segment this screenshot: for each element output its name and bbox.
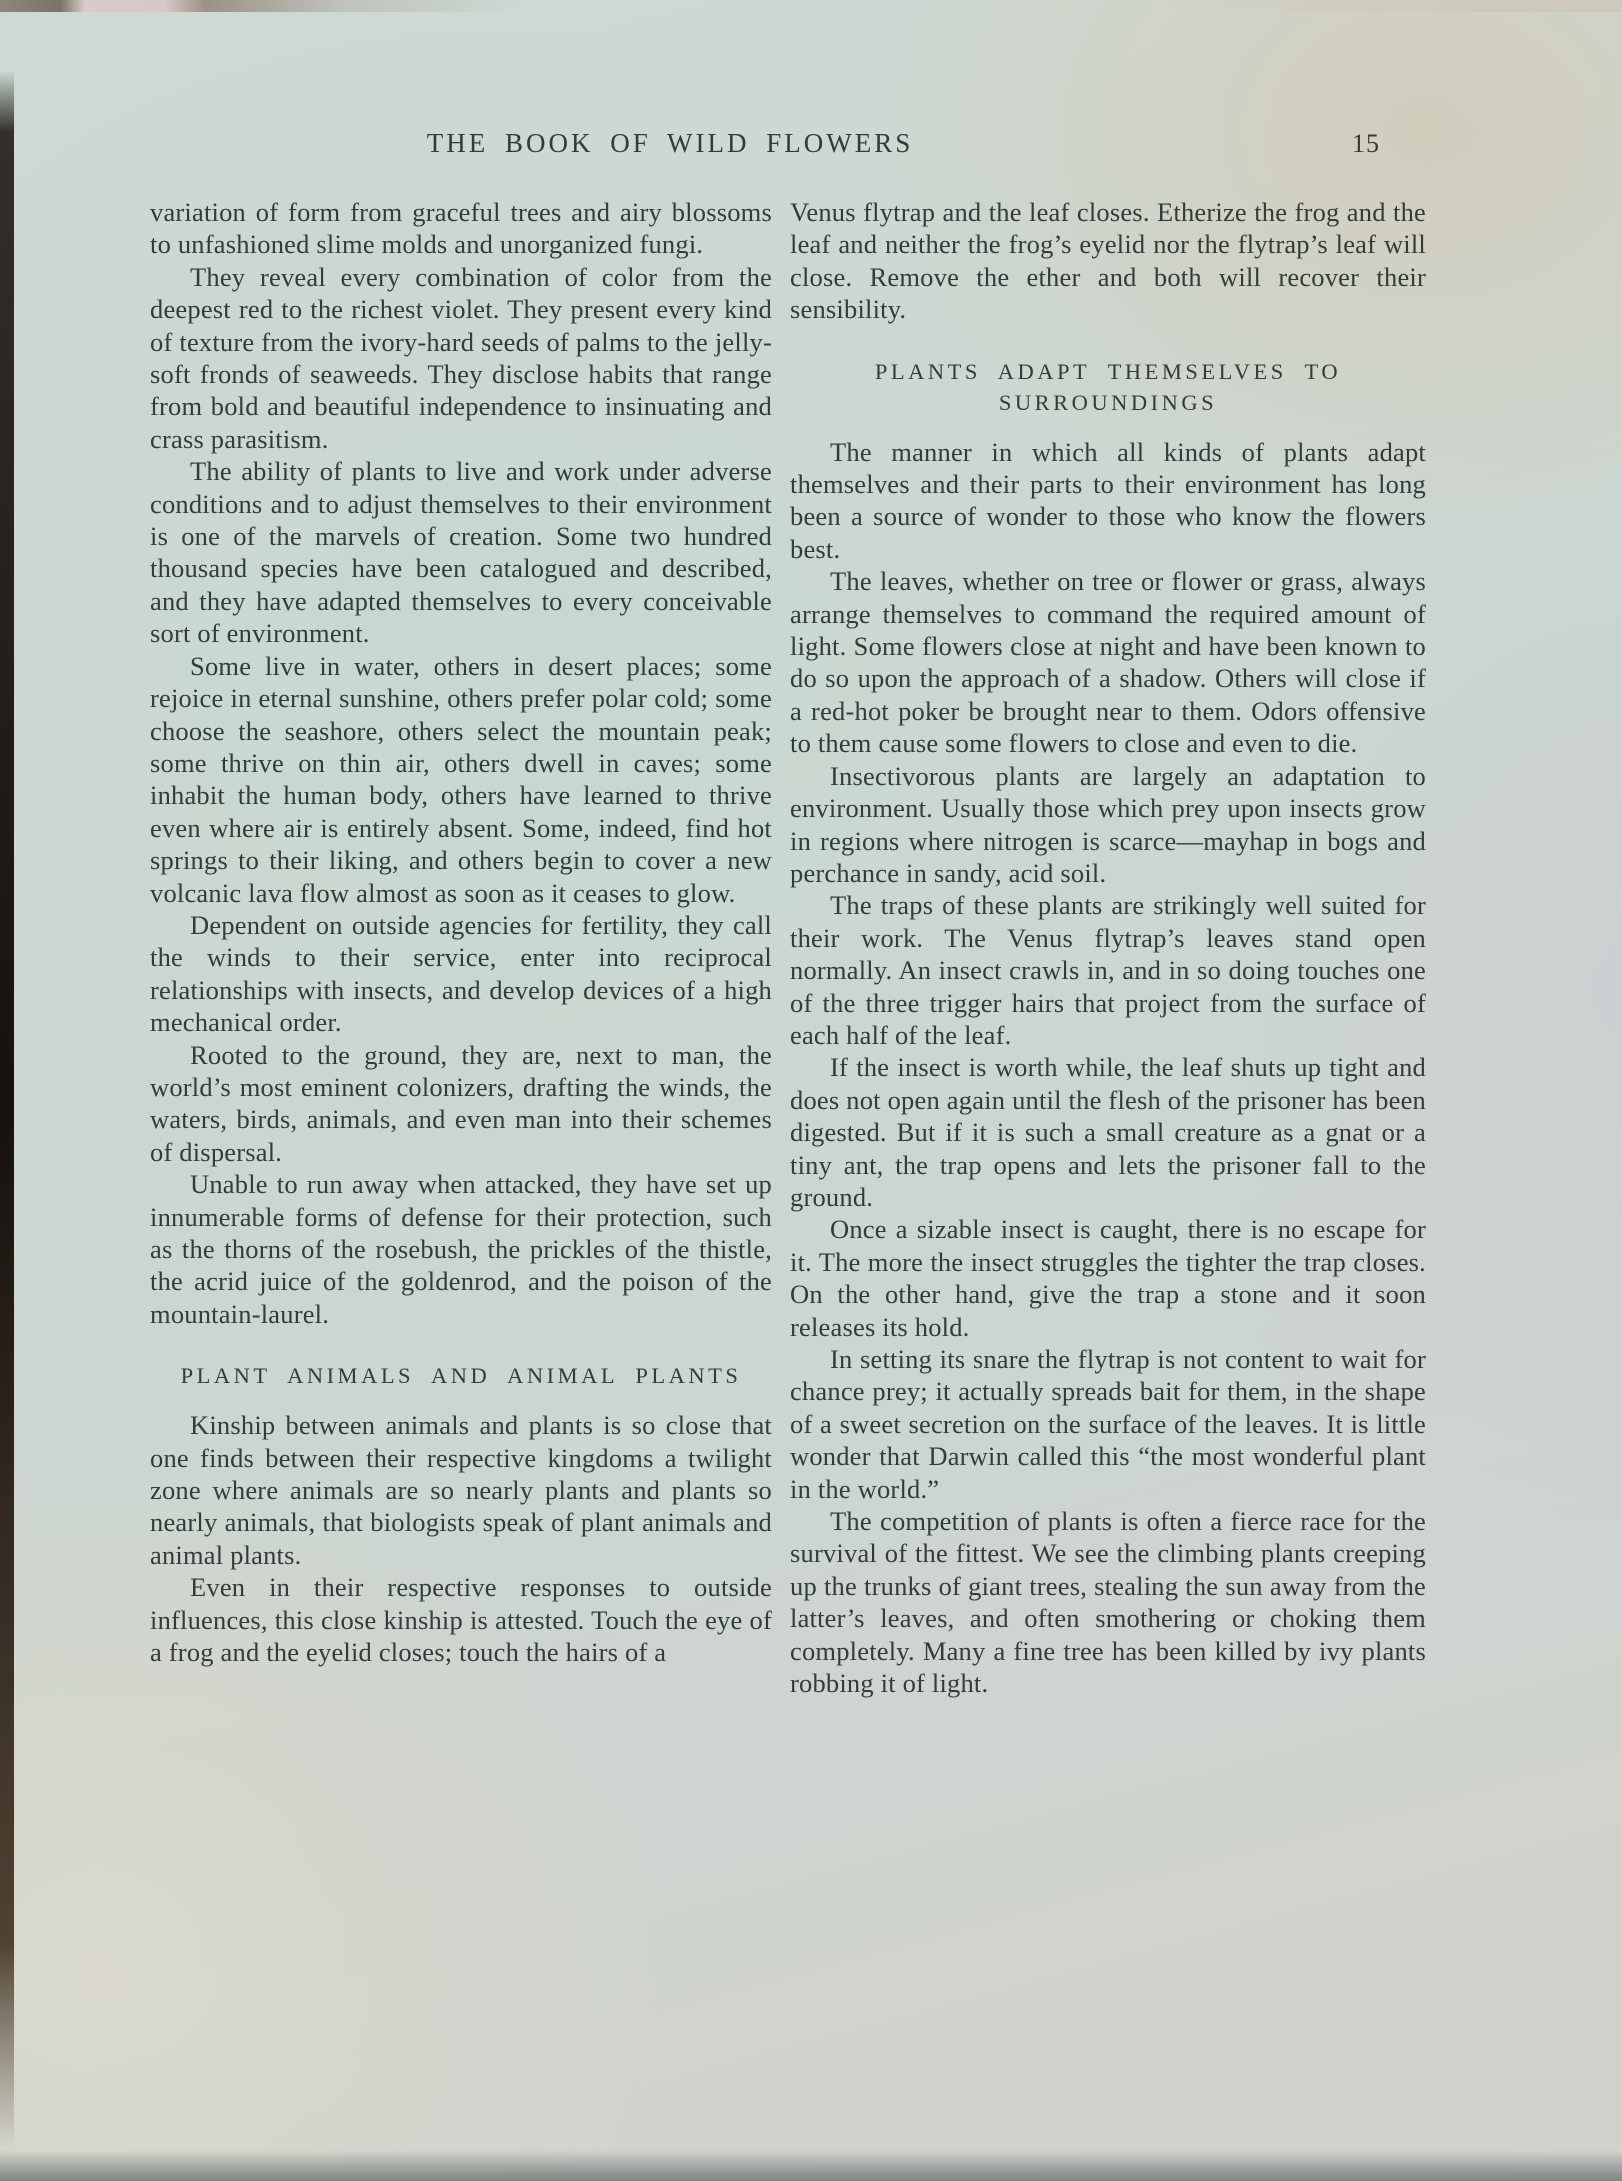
paragraph: If the insect is worth while, the leaf shuts up tight and does not open again until the flesh of the prisoner has been digested. But if it is such a small creature as a gnat or a tiny ant, the trap opens and lets the prisoner fall to the ground. (790, 1052, 1426, 1212)
left-column (150, 196, 772, 1668)
paragraph: They reveal every combination of color from the deepest red to the richest violet. They present every kind of texture from the ivory-hard seeds of palms to the jelly-soft fronds of seaweeds. They disclose habits that range from bold and beautiful independence to insinuating and crass parasitism. (150, 261, 772, 454)
paragraph: Even in their respective responses to outside influences, this close kinship is attested. Touch the eye of a frog and the eyelid closes; touch the hairs of a (150, 1572, 772, 1668)
page-number: 15 (1352, 129, 1380, 158)
paragraph: variation of form from graceful trees and airy blossoms to unfashioned slime molds and unorganized fungi. (150, 197, 772, 260)
paragraph: Unable to run away when attacked, they have set up innumerable forms of defense for their protection, such as the thorns of the rosebush, the prickles of the thistle, the acrid juice of the goldenrod, and the poison of the mountain-laurel. (150, 1169, 772, 1329)
paragraph: Rooted to the ground, they are, next to man, the world’s most eminent colonizers, drafting the winds, the waters, birds, animals, and even man into their schemes of dispersal. (150, 1039, 772, 1167)
paragraph: Insectivorous plants are largely an adaptation to environment. Usually those which prey upon insects grow in regions where nitrogen is scarce—mayhap in bogs and perchance in sandy, acid soil. (790, 760, 1426, 888)
section-heading: PLANTS ADAPT THEMSELVES TO SURROUNDINGS (874, 358, 1342, 415)
paragraph: The leaves, whether on tree or flower or grass, always arrange themselves to command the required amount of light. Some flowers close at night and have been known to do so upon the approach of a shadow. Others will close if a red-hot poker be brought near to them. Odors offensive to them cause some flowers to close and even to die. (790, 566, 1426, 759)
paragraph: Once a sizable insect is caught, there is no escape for it. The more the insect struggles the tighter the trap closes. On the other hand, give the trap a stone and it soon releases its hold. (790, 1214, 1426, 1342)
scan-edge-left (0, 70, 14, 2150)
paragraph: Venus flytrap and the leaf closes. Etherize the frog and the leaf and neither the frog’s eyelid nor the flytrap’s leaf will close. Remove the ether and both will recover their sensibility. (790, 197, 1426, 325)
section-heading: PLANT ANIMALS AND ANIMAL PLANTS (180, 1363, 742, 1389)
scan-edge-top (0, 0, 1622, 12)
paragraph: Some live in water, others in desert places; some rejoice in eternal sunshine, others prefer polar cold; some choose the seashore, others select the mountain peak; some thrive on thin air, others dwell in caves; some inhabit the human body, others have learned to thrive even where air is entirely absent. Some, indeed, find hot springs to their liking, and others begin to cover a new volcanic lava flow almost as soon as it ceases to glow. (150, 650, 772, 908)
paragraph: The ability of plants to live and work under adverse conditions and to adjust themselves to their environment is one of the marvels of creation. Some two hundred thousand species have been catalogued and described, and they have adapted themselves to every conceivable sort of environment. (150, 456, 772, 649)
right-column (790, 196, 1426, 1699)
paragraph: Dependent on outside agencies for fertility, they call the winds to their service, enter into reciprocal relationships with insects, and develop devices of a high mechanical order. (150, 909, 772, 1038)
paragraph: The manner in which all kinds of plants adapt themselves and their parts to their environment has long been a source of wonder to those who know the flowers best. (790, 436, 1426, 564)
paragraph: In setting its snare the flytrap is not content to wait for chance prey; it actually spreads bait for them, in the shape of a sweet secretion on the surface of the leaves. It is little wonder that Darwin called this “the most wonderful plant in the world.” (790, 1344, 1426, 1504)
paragraph: The traps of these plants are strikingly well suited for their work. The Venus flytrap’s leaves stand open normally. An insect crawls in, and in so doing touches one of the three trigger hairs that project from the surface of each half of the leaf. (790, 890, 1426, 1050)
paragraph: Kinship between animals and plants is so close that one finds between their respective kingdoms a twilight zone where animals are so nearly plants and plants so nearly animals, that biologists speak of plant animals and animal plants. (150, 1410, 772, 1570)
scan-edge-bottom (0, 2150, 1622, 2181)
paragraph: The competition of plants is often a fierce race for the survival of the fittest. We see the climbing plants creeping up the trunks of giant trees, stealing the sun away from the latter’s leaves, and often smothering or choking them completely. Many a fine tree has been killed by ivy plants robbing it of light. (790, 1506, 1426, 1699)
page-title: THE BOOK OF WILD FLOWERS (426, 128, 914, 158)
